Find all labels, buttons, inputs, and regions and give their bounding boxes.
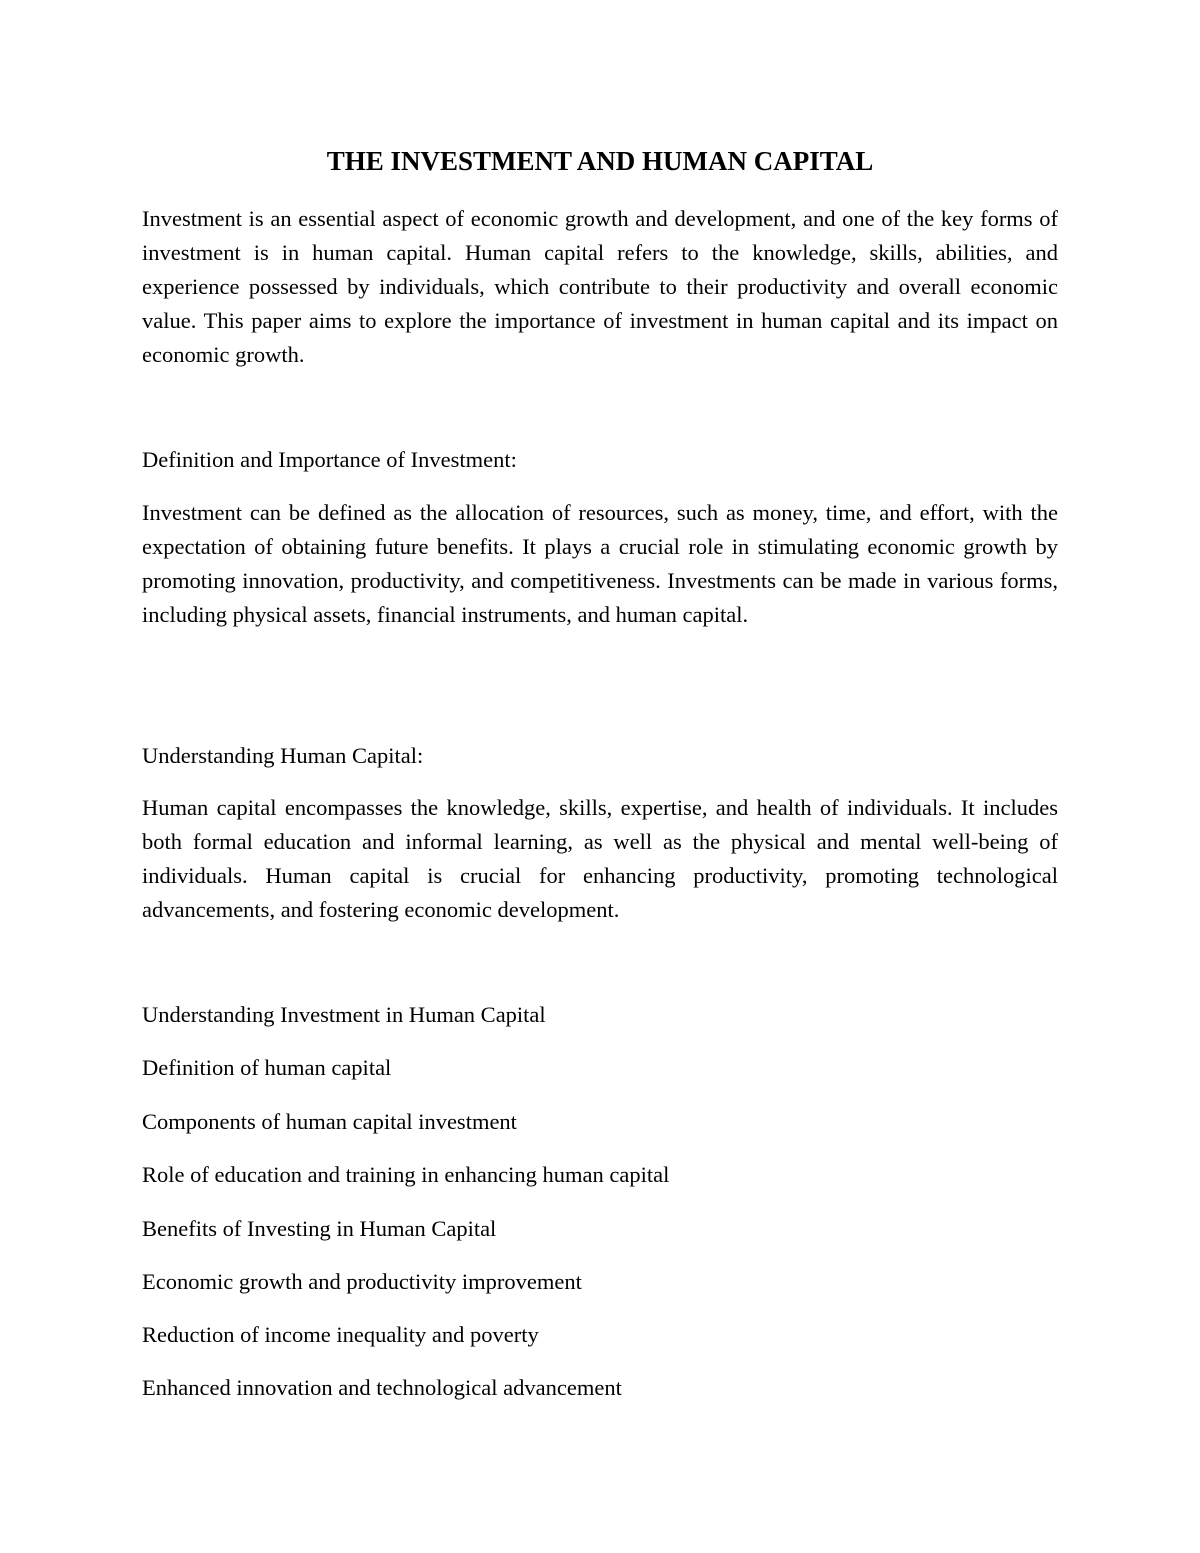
outline-item: Benefits of Investing in Human Capital (142, 1216, 497, 1241)
section-heading-investment: Definition and Importance of Investment: (142, 447, 517, 472)
section-body-investment: Investment can be defined as the allocation of resources, such as money, time, and effort, with the expectation of obtaining future benefits. It plays a crucial role in stimulating economic growth by promoting innovation, productivity, and competitiveness. Investments can be made in various forms, including physical assets, financial instruments, and human capital. (142, 500, 1058, 627)
outline-item: Economic growth and productivity improvement (142, 1269, 582, 1294)
section-heading-human-capital: Understanding Human Capital: (142, 743, 424, 768)
intro-paragraph: Investment is an essential aspect of economic growth and development, and one of the key forms of investment is in human capital. Human capital refers to the knowledge, skills, abilities, and experience possessed by individuals, which contribute to their productivity and overall economic value. This paper aims to explore the importance of investment in human capital and its impact on economic growth. (142, 206, 1058, 367)
outline-item: Reduction of income inequality and poverty (142, 1322, 539, 1347)
outline-item: Enhanced innovation and technological advancement (142, 1375, 622, 1400)
section-body-human-capital: Human capital encompasses the knowledge, skills, expertise, and health of individuals. It includes both formal education and informal learning, as well as the physical and mental well-being of individuals. Human capital is crucial for enhancing productivity, promoting technological advancements, and fostering economic development. (142, 795, 1058, 922)
document-title: THE INVESTMENT AND HUMAN CAPITAL (326, 146, 874, 176)
outline-item: Definition of human capital (142, 1055, 392, 1080)
outline-item: Components of human capital investment (142, 1109, 517, 1134)
outline-item: Understanding Investment in Human Capital (142, 1002, 546, 1027)
outline-item: Role of education and training in enhancing human capital (142, 1162, 670, 1187)
